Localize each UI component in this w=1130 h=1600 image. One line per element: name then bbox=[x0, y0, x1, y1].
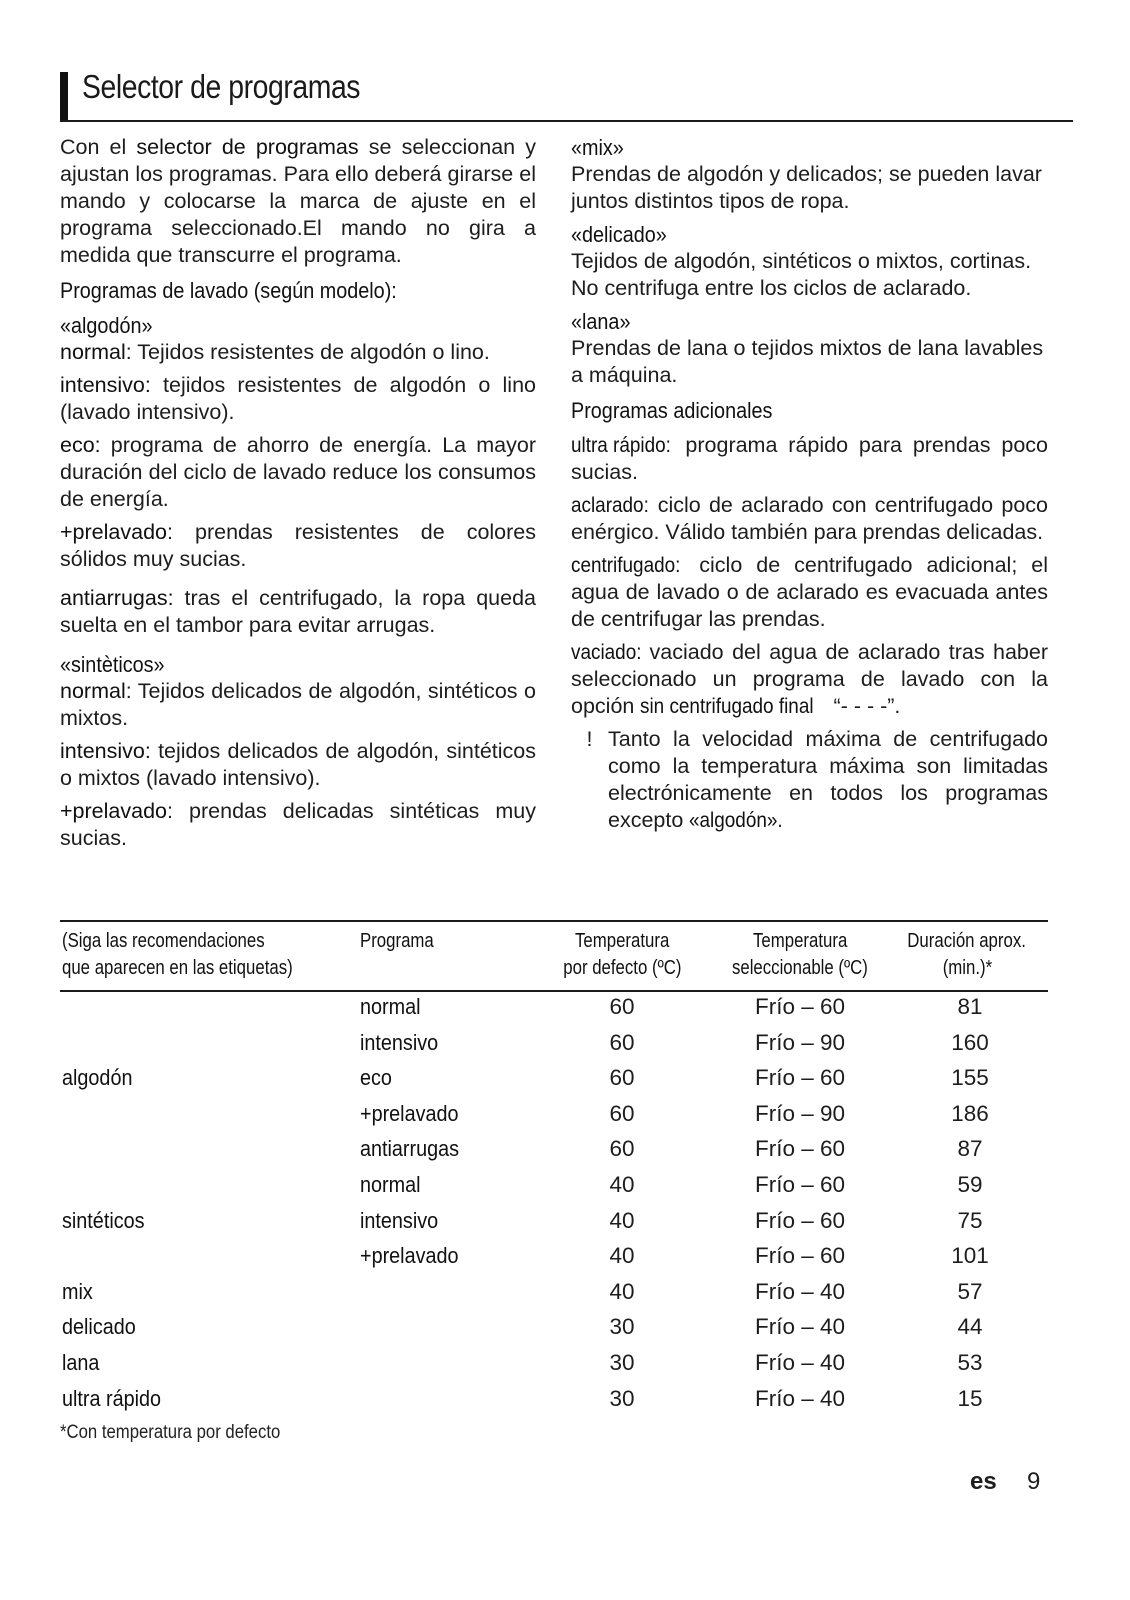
default-temp-cell bbox=[572, 1167, 672, 1203]
default-temp-cell bbox=[572, 1060, 672, 1096]
program-cell bbox=[360, 1131, 473, 1167]
group-cell-text: algodón bbox=[62, 1065, 133, 1091]
header-group-line2: que aparecen en las etiquetas) bbox=[62, 957, 293, 979]
table-row bbox=[60, 1345, 1048, 1381]
table-row bbox=[60, 1203, 1048, 1239]
default-temp-cell-text: 40 bbox=[609, 1243, 635, 1269]
table-header-selectable-temp bbox=[710, 928, 890, 982]
default-temp-cell-text: 40 bbox=[609, 1278, 635, 1304]
duration-cell bbox=[920, 1274, 1020, 1310]
selectable-temp-cell bbox=[720, 989, 880, 1025]
default-temp-cell-text: 40 bbox=[609, 1172, 635, 1197]
title-accent-bar bbox=[60, 72, 68, 120]
warning-icon: ! bbox=[586, 727, 593, 751]
duration-cell bbox=[920, 1309, 1020, 1345]
sinteticos-normal-text: : Tejidos delicados de algodón, sintéticos o mixtos. bbox=[60, 679, 536, 730]
ultra-rapido-text: programa rápido para prendas poco sucias. bbox=[571, 433, 1048, 484]
table-row bbox=[60, 1025, 1048, 1061]
program-cell bbox=[360, 1025, 449, 1061]
selectable-temp-cell-text: Frío – 60 bbox=[754, 1065, 846, 1091]
algodon-intensivo-label: intensivo: bbox=[60, 373, 151, 397]
group-cell-text: ultra rápido bbox=[62, 1385, 162, 1411]
selectable-temp-cell-text: Frío – 40 bbox=[754, 1385, 846, 1411]
default-temp-cell bbox=[572, 1096, 672, 1132]
right-column bbox=[571, 134, 1048, 834]
header-program-label: Programa bbox=[360, 930, 434, 952]
algodon-normal-desc bbox=[60, 339, 536, 366]
duration-cell bbox=[920, 989, 1020, 1025]
selectable-temp-cell bbox=[720, 1274, 880, 1310]
default-temp-cell bbox=[572, 1203, 672, 1239]
table-row bbox=[60, 1131, 1048, 1167]
default-temp-cell bbox=[572, 1381, 672, 1417]
vaciado-option-label: sin centrifugado final bbox=[640, 694, 814, 718]
duration-cell bbox=[920, 1345, 1020, 1381]
centrifugado-desc bbox=[571, 552, 1048, 633]
aclarado-desc bbox=[571, 492, 1048, 546]
aclarado-label: aclarado: bbox=[571, 493, 649, 517]
duration-cell bbox=[920, 1096, 1020, 1132]
warning-note bbox=[571, 726, 1048, 834]
group-cell bbox=[62, 1274, 97, 1310]
duration-cell-text: 44 bbox=[957, 1314, 983, 1340]
duration-cell-text: 53 bbox=[957, 1350, 983, 1375]
selectable-temp-cell-text: Frío – 60 bbox=[754, 1207, 846, 1233]
centrifugado-label: centrifugado: bbox=[571, 553, 681, 577]
algodon-prelavado-desc bbox=[60, 519, 536, 573]
selectable-temp-cell bbox=[720, 1131, 880, 1167]
algodon-eco-desc bbox=[60, 432, 536, 513]
duration-cell-text: 59 bbox=[957, 1172, 983, 1197]
group-cell-text: delicado bbox=[62, 1314, 136, 1340]
sinteticos-prelavado-label: +prelavado bbox=[60, 799, 167, 823]
warning-text-body: Tanto la velocidad máxima de centrifugado como la temperatura máxima son limitadas electrónicamente en todos los programas excepto bbox=[608, 727, 1048, 832]
algodon-heading: «algodón» bbox=[60, 313, 153, 338]
duration-cell-text: 160 bbox=[951, 1029, 989, 1055]
vaciado-desc bbox=[571, 639, 1048, 720]
default-temp-cell-text: 30 bbox=[609, 1350, 635, 1375]
intro-keyword: selector de programas bbox=[136, 135, 359, 159]
table-row bbox=[60, 1381, 1048, 1417]
sinteticos-prelavado-text: : prendas delicadas sintéticas muy sucias. bbox=[60, 799, 536, 850]
vaciado-tail: “- - - -”. bbox=[827, 694, 901, 718]
table-header-program bbox=[360, 928, 448, 955]
duration-cell-text: 57 bbox=[957, 1278, 983, 1304]
header-default-line2: por defecto (ºC) bbox=[562, 957, 682, 979]
warning-keyword: «algodón». bbox=[689, 808, 783, 832]
header-selectable-line1: Temperatura bbox=[752, 930, 848, 952]
table-row bbox=[60, 989, 1048, 1025]
mix-heading: «mix» bbox=[571, 135, 624, 160]
selectable-temp-cell bbox=[720, 1238, 880, 1274]
group-cell bbox=[62, 1203, 156, 1239]
table-header-group bbox=[62, 928, 337, 982]
algodon-normal-label: normal bbox=[60, 340, 126, 364]
vaciado-label: vaciado: bbox=[571, 640, 642, 664]
program-cell-text: normal bbox=[360, 994, 421, 1019]
algodon-eco-label: eco: bbox=[60, 433, 101, 457]
table-top-rule bbox=[60, 920, 1048, 922]
algodon-normal-text: : Tejidos resistentes de algodón o lino. bbox=[125, 340, 490, 364]
default-temp-cell-text: 40 bbox=[609, 1207, 635, 1233]
group-cell-text: mix bbox=[62, 1278, 93, 1304]
group-cell bbox=[62, 1060, 142, 1096]
table-header-duration bbox=[882, 928, 1052, 982]
algodon-antiarrugas-desc bbox=[60, 585, 536, 639]
sinteticos-prelavado-desc bbox=[60, 798, 536, 852]
default-temp-cell-text: 60 bbox=[609, 1065, 635, 1091]
sinteticos-intensivo-desc bbox=[60, 738, 536, 792]
table-row bbox=[60, 1060, 1048, 1096]
table-header-default-temp bbox=[542, 928, 702, 982]
group-cell bbox=[62, 1381, 175, 1417]
algodon-antiarrugas-label: antiarrugas: bbox=[60, 586, 174, 610]
program-cell bbox=[360, 1167, 429, 1203]
default-temp-cell-text: 60 bbox=[609, 1136, 635, 1162]
duration-cell bbox=[920, 1131, 1020, 1167]
default-temp-cell bbox=[572, 989, 672, 1025]
duration-cell-text: 15 bbox=[957, 1385, 983, 1411]
program-cell-text: antiarrugas bbox=[360, 1136, 460, 1162]
selectable-temp-cell bbox=[720, 1167, 880, 1203]
duration-cell-text: 186 bbox=[951, 1100, 989, 1126]
duration-cell-text: 75 bbox=[957, 1207, 983, 1233]
selectable-temp-cell-text: Frío – 60 bbox=[754, 1172, 846, 1197]
default-temp-cell bbox=[572, 1309, 672, 1345]
sinteticos-heading: «sintèticos» bbox=[60, 652, 165, 677]
program-cell-text: intensivo bbox=[360, 1207, 439, 1233]
title-rule bbox=[60, 120, 1073, 122]
intro-text-end: se seleccionan y ajustan los programas. Para ello deberá girarse el mando y colocarse la marca de ajuste en el programa seleccionado.El mando no gira a medida que transcurre el programa. bbox=[60, 135, 536, 267]
default-temp-cell bbox=[572, 1238, 672, 1274]
aclarado-text: ciclo de aclarado con centrifugado poco enérgico. Válido también para prendas delicadas. bbox=[571, 493, 1048, 544]
header-default-line1: Temperatura bbox=[574, 930, 670, 952]
algodon-intensivo-desc bbox=[60, 372, 536, 426]
group-cell bbox=[62, 1345, 105, 1381]
algodon-eco-text: programa de ahorro de energía. La mayor duración del ciclo de lavado reduce los consumos de energía. bbox=[60, 433, 536, 511]
selectable-temp-cell bbox=[720, 1203, 880, 1239]
wash-programs-heading: Programas de lavado (según modelo): bbox=[60, 278, 397, 303]
header-duration-line2: (min.)* bbox=[942, 957, 992, 979]
algodon-prelavado-text: : prendas resistentes de colores sólidos muy sucias. bbox=[60, 520, 536, 571]
delicado-heading: «delicado» bbox=[571, 222, 667, 247]
table-row bbox=[60, 1238, 1048, 1274]
program-cell bbox=[360, 1203, 449, 1239]
group-cell-text: sintéticos bbox=[62, 1207, 145, 1233]
table-row bbox=[60, 1096, 1048, 1132]
group-cell bbox=[62, 1309, 146, 1345]
program-cell bbox=[360, 989, 429, 1025]
lana-desc: Prendas de lana o tejidos mixtos de lana lavables a máquina. bbox=[571, 336, 1044, 387]
program-cell-text: normal bbox=[360, 1172, 421, 1197]
default-temp-cell-text: 60 bbox=[609, 1029, 635, 1055]
header-duration-line1: Duración aprox. bbox=[907, 930, 1027, 952]
program-cell-text: +prelavado bbox=[360, 1100, 459, 1126]
duration-cell-text: 101 bbox=[951, 1243, 989, 1269]
ultra-rapido-desc bbox=[571, 432, 1048, 486]
page-number: 9 bbox=[1027, 1468, 1041, 1495]
duration-cell bbox=[920, 1060, 1020, 1096]
algodon-antiarrugas-text: tras el centrifugado, la ropa queda suelta en el tambor para evitar arrugas. bbox=[60, 586, 536, 637]
delicado-desc: Tejidos de algodón, sintéticos o mixtos, cortinas. No centrifuga entre los ciclos de aclarado. bbox=[571, 249, 1032, 300]
algodon-intensivo-text: tejidos resistentes de algodón o lino (lavado intensivo). bbox=[60, 373, 536, 424]
duration-cell bbox=[920, 1167, 1020, 1203]
selectable-temp-cell-text: Frío – 40 bbox=[754, 1350, 846, 1375]
selectable-temp-cell-text: Frío – 60 bbox=[754, 1136, 846, 1162]
header-selectable-line2: seleccionable (ºC) bbox=[732, 957, 868, 979]
extra-programs-heading: Programas adicionales bbox=[571, 398, 773, 423]
table-row bbox=[60, 1274, 1048, 1310]
selectable-temp-cell bbox=[720, 1381, 880, 1417]
selectable-temp-cell-text: Frío – 60 bbox=[754, 994, 846, 1019]
intro-paragraph bbox=[60, 134, 536, 269]
default-temp-cell bbox=[572, 1025, 672, 1061]
table-footnote: *Con temperatura por defecto bbox=[60, 1422, 281, 1443]
duration-cell-text: 81 bbox=[957, 994, 983, 1019]
duration-cell bbox=[920, 1203, 1020, 1239]
group-cell-text: lana bbox=[62, 1350, 100, 1375]
selectable-temp-cell-text: Frío – 60 bbox=[754, 1243, 846, 1269]
algodon-prelavado-label: +prelavado bbox=[60, 520, 167, 544]
sinteticos-normal-label: normal bbox=[60, 679, 126, 703]
program-cell-text: eco bbox=[360, 1065, 392, 1091]
selectable-temp-cell bbox=[720, 1309, 880, 1345]
program-cell-text: intensivo bbox=[360, 1029, 439, 1055]
selectable-temp-cell-text: Frío – 90 bbox=[754, 1100, 846, 1126]
selectable-temp-cell-text: Frío – 40 bbox=[754, 1278, 846, 1304]
duration-cell bbox=[920, 1238, 1020, 1274]
duration-cell-text: 87 bbox=[957, 1136, 983, 1162]
duration-cell bbox=[920, 1381, 1020, 1417]
default-temp-cell-text: 60 bbox=[609, 994, 635, 1019]
selectable-temp-cell bbox=[720, 1345, 880, 1381]
duration-cell bbox=[920, 1025, 1020, 1061]
ultra-rapido-label: ultra rápido: bbox=[571, 433, 671, 457]
program-cell bbox=[360, 1238, 472, 1274]
selectable-temp-cell bbox=[720, 1060, 880, 1096]
sinteticos-intensivo-label: intensivo: bbox=[60, 739, 151, 763]
left-column bbox=[60, 134, 536, 852]
mix-desc: Prendas de algodón y delicados; se pueden lavar juntos distintos tipos de ropa. bbox=[571, 162, 1042, 213]
table-row bbox=[60, 1309, 1048, 1345]
language-code: es bbox=[970, 1468, 997, 1495]
warning-text bbox=[608, 726, 1048, 834]
header-group-line1: (Siga las recomendaciones bbox=[62, 930, 265, 952]
program-cell-text: +prelavado bbox=[360, 1243, 459, 1269]
selectable-temp-cell-text: Frío – 90 bbox=[754, 1029, 846, 1055]
default-temp-cell bbox=[572, 1345, 672, 1381]
duration-cell-text: 155 bbox=[951, 1065, 989, 1091]
page-title: Selector de programas bbox=[82, 68, 361, 105]
centrifugado-text: ciclo de centrifugado adicional; el agua de lavado o de aclarado es evacuada antes de centrifugar las prendas. bbox=[571, 553, 1048, 631]
sinteticos-normal-desc bbox=[60, 678, 536, 732]
selectable-temp-cell bbox=[720, 1025, 880, 1061]
default-temp-cell-text: 30 bbox=[609, 1314, 635, 1340]
table-row bbox=[60, 1167, 1048, 1203]
default-temp-cell-text: 30 bbox=[609, 1385, 635, 1411]
sinteticos-intensivo-text: tejidos delicados de algodón, sintéticos o mixtos (lavado intensivo). bbox=[60, 739, 536, 790]
default-temp-cell-text: 60 bbox=[609, 1100, 635, 1126]
default-temp-cell bbox=[572, 1274, 672, 1310]
lana-heading: «lana» bbox=[571, 309, 631, 334]
vaciado-text: vaciado del agua de aclarado tras haber seleccionado un programa de lavado con la opción bbox=[571, 640, 1048, 718]
intro-text-start: Con el bbox=[60, 135, 137, 159]
program-cell bbox=[360, 1096, 472, 1132]
default-temp-cell bbox=[572, 1131, 672, 1167]
selectable-temp-cell bbox=[720, 1096, 880, 1132]
program-cell bbox=[360, 1060, 396, 1096]
selectable-temp-cell-text: Frío – 40 bbox=[754, 1314, 846, 1340]
